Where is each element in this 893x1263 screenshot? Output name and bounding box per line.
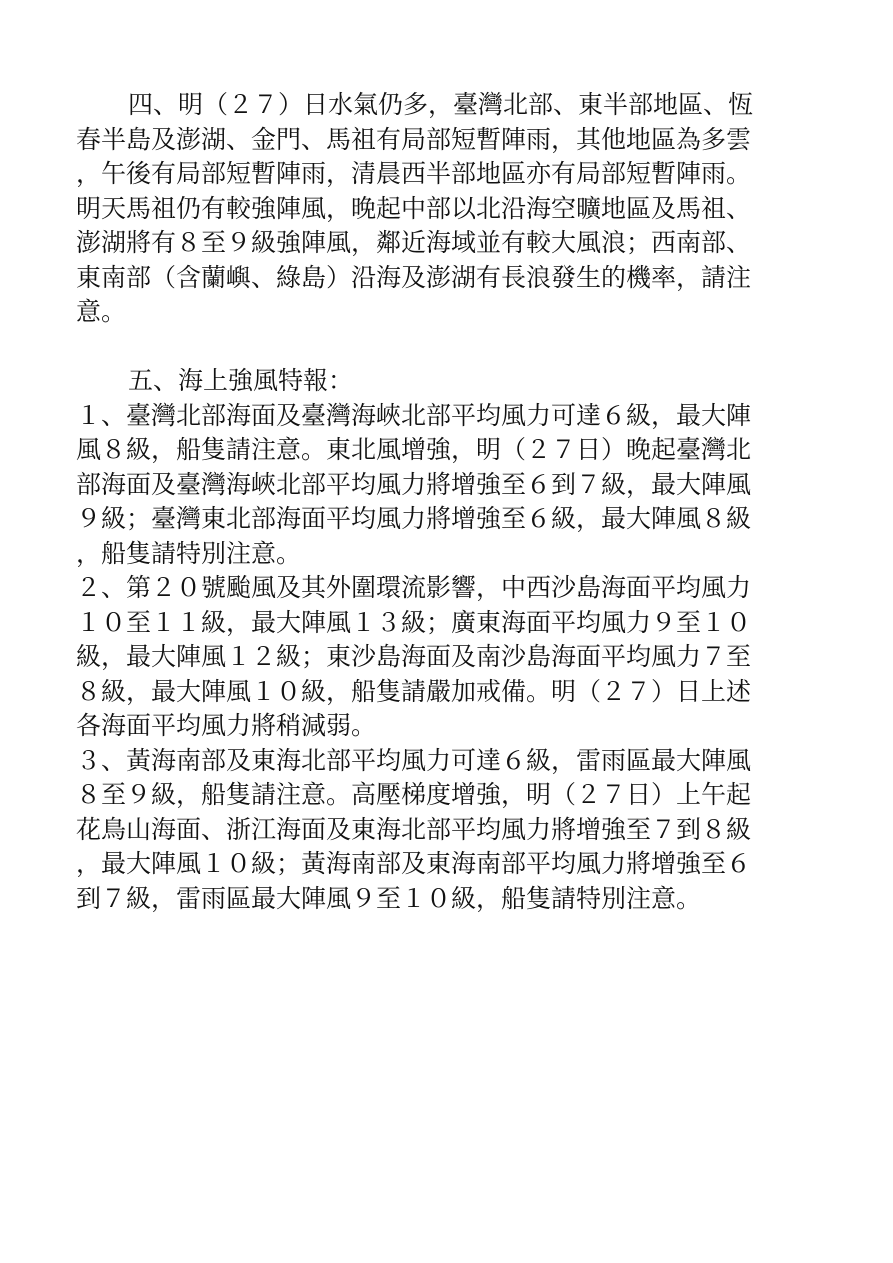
text-line: 部海面及臺灣海峽北部平均風力將增強至６到７級，最大陣風 (76, 469, 752, 499)
text-line: ，船隻請特別注意。 (76, 538, 302, 568)
text-line: ２、第２０號颱風及其外圍環流影響，中西沙島海面平均風力 (76, 573, 752, 602)
warning-item-1 (76, 399, 806, 572)
forecast-text-body (76, 88, 806, 916)
text-line: 澎湖將有８至９級強陣風，鄰近海域並有較大風浪；西南部、 (76, 228, 752, 257)
text-line: １０至１１級，最大陣風１３級；廣東海面平均風力９至１０ (76, 607, 752, 637)
text-line: １、臺灣北部海面及臺灣海峽北部平均風力可達６級，最大陣 (76, 400, 752, 430)
text-line: 風８級，船隻請注意。東北風增強，明（２７日）晚起臺灣北 (76, 435, 752, 464)
warning-item-3 (76, 744, 806, 917)
text-line: ，午後有局部短暫陣雨，清晨西半部地區亦有局部短暫陣雨。 (76, 159, 752, 188)
text-line: ８級，最大陣風１０級，船隻請嚴加戒備。明（２７）日上述 (76, 676, 752, 706)
section-5-heading (76, 364, 806, 399)
text-line: 東南部（含蘭嶼、綠島）沿海及澎湖有長浪發生的機率，請注 (76, 262, 752, 292)
text-line: ８至９級，船隻請注意。高壓梯度增強，明（２７日）上午起 (76, 780, 752, 809)
text-line: 花鳥山海面、浙江海面及東海北部平均風力將增強至７到８級 (76, 814, 752, 844)
text-line: 春半島及澎湖、金門、馬祖有局部短暫陣雨，其他地區為多雲 (76, 124, 752, 154)
warning-item-2 (76, 571, 806, 744)
text-line: ９級；臺灣東北部海面平均風力將增強至６級，最大陣風８級 (76, 504, 752, 533)
paragraph-spacer (76, 330, 806, 365)
section-heading: 五、海上強風特報： (128, 366, 354, 395)
text-line: 級，最大陣風１２級；東沙島海面及南沙島海面平均風力７至 (76, 642, 752, 671)
text-line: ３、黃海南部及東海北部平均風力可達６級，雷雨區最大陣風 (76, 745, 752, 775)
text-line: 到７級，雷雨區最大陣風９至１０級，船隻請特別注意。 (76, 883, 702, 913)
text-line: ，最大陣風１０級；黃海南部及東海南部平均風力將增強至６ (76, 849, 752, 878)
section-4-paragraph (76, 88, 806, 330)
text-line: 四、明（２７）日水氣仍多，臺灣北部、東半部地區、恆 (128, 90, 754, 119)
text-line: 各海面平均風力將稍減弱。 (76, 711, 377, 740)
text-line: 意。 (76, 297, 127, 326)
text-line: 明天馬祖仍有較強陣風，晚起中部以北沿海空曠地區及馬祖、 (76, 193, 752, 223)
